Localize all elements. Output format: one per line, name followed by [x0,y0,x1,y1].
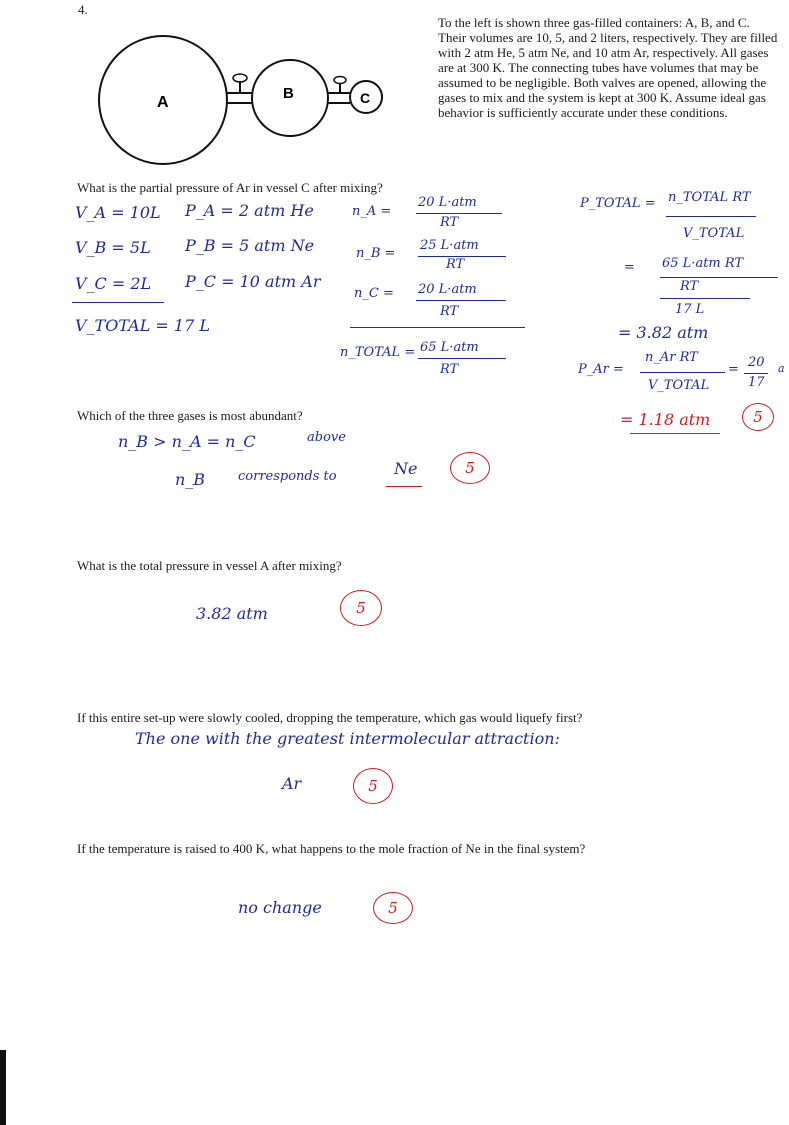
par-eq: = [728,362,739,377]
q2-answer-underline [386,486,422,487]
question-1: What is the partial pressure of Ar in vessel C after mixing? [77,180,383,195]
sum-line [72,302,164,303]
label-b: B [283,85,294,102]
par-frac-num: 20 [748,355,765,370]
ptotal-den2: 17 L [675,302,705,317]
ptotal-num1: n_TOTAL RT [668,190,751,205]
q2-above: above [307,430,346,445]
pressure-b: P_B = 5 atm Ne [185,236,315,255]
moles-sum-line [350,327,525,328]
ptotal-den1: V_TOTAL [683,226,745,241]
q1-answer-underline [630,433,720,434]
containers-diagram [95,25,405,175]
ptotal-lhs: P_TOTAL = [580,196,656,211]
volume-c: V_C = 2L [75,274,152,293]
volume-b: V_B = 5L [75,238,151,257]
label-a: A [157,94,169,111]
moles-b-num: 25 L·atm [420,238,479,253]
moles-c-num: 20 L·atm [418,282,477,297]
q4-reason: The one with the greatest intermolecular attraction: [135,729,560,748]
q3-score: 5 [340,590,382,626]
moles-c-den: RT [440,304,459,319]
scan-edge [0,1050,6,1125]
moles-total-num: 65 L·atm [420,340,479,355]
par-den: V_TOTAL [648,378,710,393]
q4-answer: Ar [282,774,302,793]
ptotal-num2b: RT [680,279,699,294]
question-4: If this entire set-up were slowly cooled, dropping the temperature, which gas would liquefy first? [77,710,583,725]
par-frac-extra: a [778,362,785,375]
par-num: n_Ar RT [645,350,698,365]
ptotal-eq2: = [624,260,635,275]
moles-b-lhs: n_B = [356,246,396,261]
moles-c-lhs: n_C = [354,286,394,301]
moles-a-lhs: n_A = [352,204,392,219]
q3-answer: 3.82 atm [196,604,268,623]
moles-a-den: RT [440,215,459,230]
volume-total: V_TOTAL = 17 L [75,316,210,335]
moles-a-num: 20 L·atm [418,195,477,210]
moles-b-den: RT [446,257,465,272]
pressure-c: P_C = 10 atm Ar [185,272,321,291]
ptotal-num2: 65 L·atm RT [662,256,744,271]
question-3: What is the total pressure in vessel A after mixing? [77,558,342,573]
q2-inequality: n_B > n_A = n_C [118,432,256,451]
moles-total-den: RT [440,362,459,377]
q1-answer: = 1.18 atm [620,410,711,429]
problem-number: 4. [78,2,88,17]
par-frac-den: 17 [748,375,765,390]
q2-score: 5 [450,452,490,484]
q2-corresponds: corresponds to [238,469,337,484]
ptotal-result: = 3.82 atm [618,323,709,342]
pressure-a: P_A = 2 atm He [185,201,314,220]
label-c: C [360,90,371,106]
question-5: If the temperature is raised to 400 K, what happens to the mole fraction of Ne in the final system? [77,841,586,856]
par-lhs: P_Ar = [578,362,624,377]
problem-intro: To the left is shown three gas-filled containers: A, B, and C. Their volumes are 10, 5, and 2 liters, respectively. They are filled with 2 atm He, 5 atm Ne, and 10 atm Ar, respectively. All gases are at 300 K. The connecting tubes have volumes that may be assumed to be negligible. Both valves are opened, allowing the gases to mix and the system is kept at 300 K. Assume ideal gas behavior is sufficiently accurate under these conditions. [438,15,778,120]
q2-answer: Ne [394,459,418,478]
moles-total-lhs: n_TOTAL = [340,345,416,360]
q4-score: 5 [353,768,393,804]
volume-a: V_A = 10L [75,203,161,222]
q1-score: 5 [742,403,774,431]
question-2: Which of the three gases is most abundant? [77,408,303,423]
q5-score: 5 [373,892,413,924]
q2-nb: n_B [175,470,206,489]
q5-answer: no change [238,898,322,917]
